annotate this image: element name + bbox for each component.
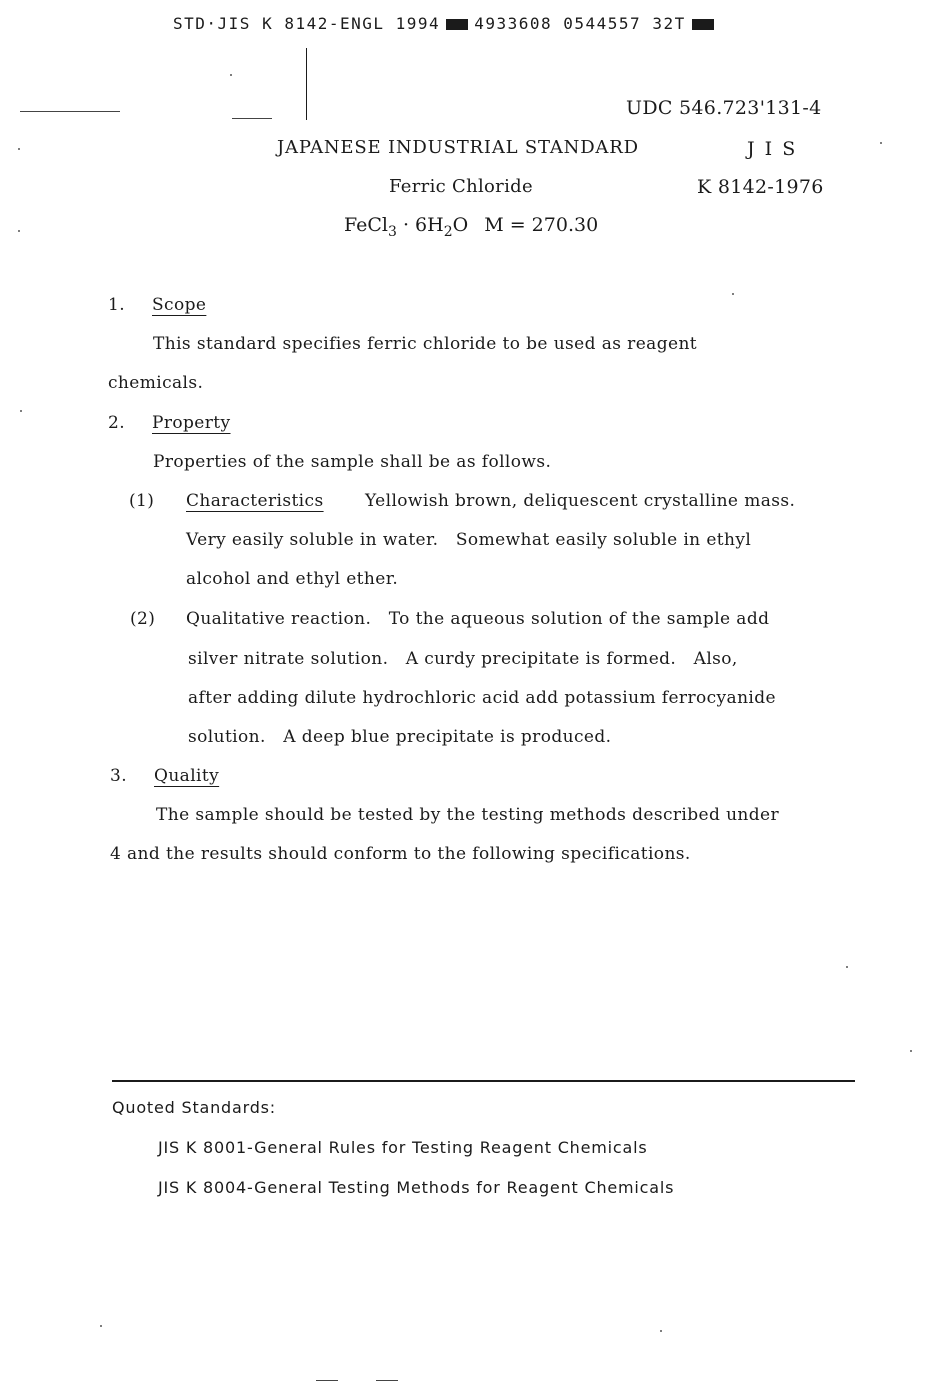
formula-sub-3: 3 xyxy=(388,223,397,240)
quoted-standards-heading: Quoted Standards: xyxy=(112,1098,276,1117)
scan-speck xyxy=(18,230,20,232)
scan-speck xyxy=(100,1325,102,1327)
scan-speck xyxy=(910,1050,912,1052)
scan-dash-bottom xyxy=(376,1380,398,1381)
scan-header-line xyxy=(173,14,720,33)
item-2-line-4: solution. A deep blue precipitate is produced. xyxy=(188,727,612,747)
scan-speck xyxy=(880,142,882,144)
item-1-label: Characteristics xyxy=(186,491,324,511)
item-2-line-1: Qualitative reaction. To the aqueous solution of the sample add xyxy=(186,609,770,629)
item-1-line-1: Yellowish brown, deliquescent crystalline mass. xyxy=(365,491,796,511)
quoted-standard-item: JIS K 8001-General Rules for Testing Reagent Chemicals xyxy=(158,1138,648,1157)
item-2-number: (2) xyxy=(130,609,156,629)
formula-sub-2: 2 xyxy=(443,223,453,240)
formula-mass: M = 270.30 xyxy=(484,214,599,236)
footnote-divider xyxy=(112,1080,855,1082)
formula-dot-6h: · 6H xyxy=(396,214,444,236)
item-2-line-3: after adding dilute hydrochloric acid add potassium ferrocyanide xyxy=(188,688,777,708)
property-intro: Properties of the sample shall be as follows. xyxy=(153,452,552,472)
jis-mark: J I S xyxy=(747,138,798,160)
scan-vertical-rule xyxy=(306,48,307,120)
scan-speck xyxy=(20,410,22,412)
standard-title: JAPANESE INDUSTRIAL STANDARD xyxy=(277,137,639,158)
udc-code: UDC 546.723'131-4 xyxy=(626,97,822,119)
quality-line-1: The sample should be tested by the testing methods described under xyxy=(156,805,780,825)
item-1-number: (1) xyxy=(129,491,155,511)
section-2-number: 2. xyxy=(108,413,126,433)
standard-number: K 8142-1976 xyxy=(697,176,824,198)
section-3-title: Quality xyxy=(154,766,220,786)
scan-header-left: STD·JIS K 8142-ENGL 1994 xyxy=(173,14,441,33)
section-3-number: 3. xyxy=(110,766,128,786)
section-1-title: Scope xyxy=(152,295,207,315)
scan-header-middle: 4933608 0544557 32T xyxy=(474,14,686,33)
formula-fecl: FeCl xyxy=(344,214,389,236)
item-2-line-2: silver nitrate solution. A curdy precipitate is formed. Also, xyxy=(188,649,738,669)
chemical-formula xyxy=(344,214,598,240)
product-name: Ferric Chloride xyxy=(389,176,533,197)
redaction-block-2 xyxy=(692,19,714,30)
scan-dash-bottom xyxy=(316,1380,338,1381)
scan-speck xyxy=(846,966,848,968)
scope-line-1: This standard specifies ferric chloride to be used as reagent xyxy=(153,334,698,354)
scan-dash-mid xyxy=(232,118,272,119)
formula-o: O xyxy=(452,214,469,236)
quoted-standard-item: JIS K 8004-General Testing Methods for Reagent Chemicals xyxy=(158,1178,675,1197)
scan-dash-left xyxy=(20,111,120,112)
scope-line-2: chemicals. xyxy=(108,373,204,393)
scan-speck xyxy=(18,148,20,150)
redaction-block-1 xyxy=(446,19,468,30)
scan-speck xyxy=(660,1330,662,1332)
scan-speck xyxy=(230,74,232,76)
item-1-line-2: Very easily soluble in water. Somewhat easily soluble in ethyl xyxy=(186,530,752,550)
section-2-title: Property xyxy=(152,413,231,433)
item-1-line-3: alcohol and ethyl ether. xyxy=(186,569,399,589)
scan-speck xyxy=(732,293,734,295)
quality-line-2: 4 and the results should conform to the following specifications. xyxy=(110,844,691,864)
section-1-number: 1. xyxy=(108,295,126,315)
